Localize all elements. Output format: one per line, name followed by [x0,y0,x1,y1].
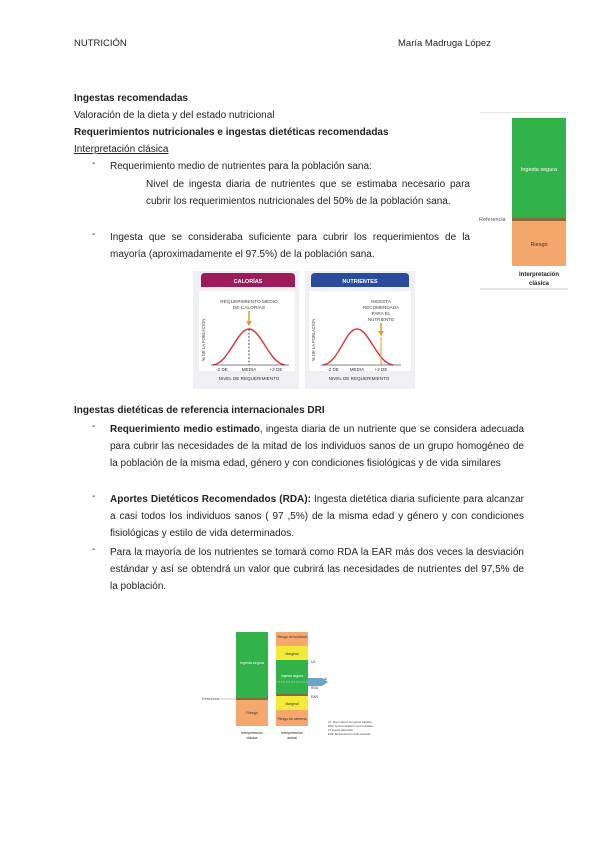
svg-text:NIVEL DE REQUERIMIENTO: NIVEL DE REQUERIMIENTO [328,376,390,381]
section1-bullet1-detail: Nivel de ingesta diaria de nutrientes que se estimaba necesario para cubrir los requerimientos nutricionales del 50% de la población sana. [146,179,470,207]
section1-bullet2: Ingesta que se consideraba suficiente para cubrir los requerimientos de la mayoría (aproximadamente el 97.5%) de la población sana. [110,232,470,260]
svg-text:DE CALORÍAS: DE CALORÍAS [232,306,266,311]
svg-text:UL: UL [311,660,316,664]
svg-text:Interpretación: Interpretación [241,731,263,735]
risk-label: Riesgo [530,242,548,248]
section2-bullet2 [110,491,524,542]
svg-text:clásica: clásica [246,736,258,740]
section1-bullet1: Requerimiento medio de nutrientes para la población sana: [110,161,372,172]
svg-text:Interpretación: Interpretación [281,731,303,735]
bullet1-bold: Requerimiento medio estimado [110,424,260,435]
svg-text:% DE LA POBLACIÓN: % DE LA POBLACIÓN [311,318,316,361]
svg-text:AI: AI [324,677,328,681]
svg-text:RDA: Aportes dietéticos recome: RDA: Aportes dietéticos recomendados [328,725,374,728]
svg-text:% DE LA POBLACIÓN: % DE LA POBLACIÓN [201,318,206,361]
svg-text:NUTRIENTES: NUTRIENTES [342,279,378,285]
svg-text:Marginal: Marginal [285,652,299,656]
bullet-dash: - [92,491,96,502]
caption-line1: Interpretación [518,272,560,278]
svg-text:NUTRIENTE: NUTRIENTE [367,317,395,322]
svg-text:Ingesta segura: Ingesta segura [240,661,264,665]
section1-line3: Interpretación clásica [74,144,169,155]
svg-text:EAR: EAR [311,695,318,699]
svg-text:Marginal: Marginal [285,702,299,706]
header-right: María Madruga López [398,38,491,49]
svg-text:+2 DE: +2 DE [374,367,388,372]
bullet-dash: - [92,544,96,555]
svg-text:-2 DE: -2 DE [216,367,228,372]
svg-text:actual: actual [287,736,297,740]
classic-vs-current-figure [200,630,390,742]
reference-label: Referencia [479,217,506,223]
bullet-dash: - [92,229,96,240]
classic-interpretation-figure [476,112,572,290]
svg-text:INGESTA: INGESTA [371,299,391,304]
bullet2-bold: Aportes Dietéticos Recomendados (RDA): [110,494,311,505]
section1-line2: Requerimientos nutricionales e ingestas dietéticas recomendadas [74,127,389,138]
svg-text:Referencia: Referencia [202,697,220,701]
svg-text:RDA: RDA [311,686,319,690]
caption-line2: clásica [528,281,550,287]
safe-intake-label: Ingesta segura [520,167,558,173]
svg-text:RECOMENDADA: RECOMENDADA [362,305,400,310]
section1-title: Ingestas recomendadas [74,93,188,104]
svg-text:Riesgo: Riesgo [246,711,258,715]
reference-line [512,218,566,221]
svg-text:PARA EL: PARA EL [371,311,391,316]
svg-text:Ingesta segura: Ingesta segura [280,674,304,678]
svg-text:-2 DE: -2 DE [327,367,339,372]
bullet1-rest: , ingesta diaria de un nutriente que se considera adecuada para cubrir las necesidades de la mitad de los individuos sanos de un grupo homogéneo de la población de la misma edad, género y con condiciones fisiológicas y de vida similares [110,424,524,469]
svg-text:CALORÍAS: CALORÍAS [233,279,263,285]
svg-text:UL: Nivel máximo de ingesta to: UL: Nivel máximo de ingesta tolerable [328,721,372,724]
svg-text:MEDIA: MEDIA [349,367,365,372]
svg-text:AI: Ingesta adecuada: AI: Ingesta adecuada [328,729,353,732]
svg-text:+2 DE: +2 DE [269,367,283,372]
section2-bullet1 [110,421,524,472]
svg-text:EAR: Requerimiento medio estim: EAR: Requerimiento medio estimado [328,733,371,736]
svg-text:MEDIA: MEDIA [241,367,257,372]
svg-text:REQUERIMIENTO MEDIO: REQUERIMIENTO MEDIO [220,300,278,305]
svg-text:NIVEL DE REQUERIMIENTO: NIVEL DE REQUERIMIENTO [218,376,280,381]
section1-line1: Valoración de la dieta y del estado nutricional [74,110,275,121]
header-left: NUTRICIÓN [74,38,127,49]
section2-title: Ingestas dietéticas de referencia internacionales DRI [74,405,325,416]
bullet-dash: - [92,158,96,169]
svg-text:Riesgo de carencia: Riesgo de carencia [277,717,307,721]
bullet-dash: - [92,421,96,432]
section2-bullet3: Para la mayoría de los nutrientes se tomará como RDA la EAR más dos veces la desviación estándar y así se obtendrá un valor que cubrirá las necesidades de nutrientes del 97,5% de la población. [110,547,524,592]
svg-text:Riesgo de toxicidad: Riesgo de toxicidad [277,635,307,639]
distribution-curves-figure [193,271,415,389]
bullet2-rest: Ingesta dietética diaria suficiente para alcanzar a casi todos los individuos sanos ( 97 ,5%) de la misma edad y género y con condiciones fisiológicas y estilo de vida determinados. [110,494,524,539]
